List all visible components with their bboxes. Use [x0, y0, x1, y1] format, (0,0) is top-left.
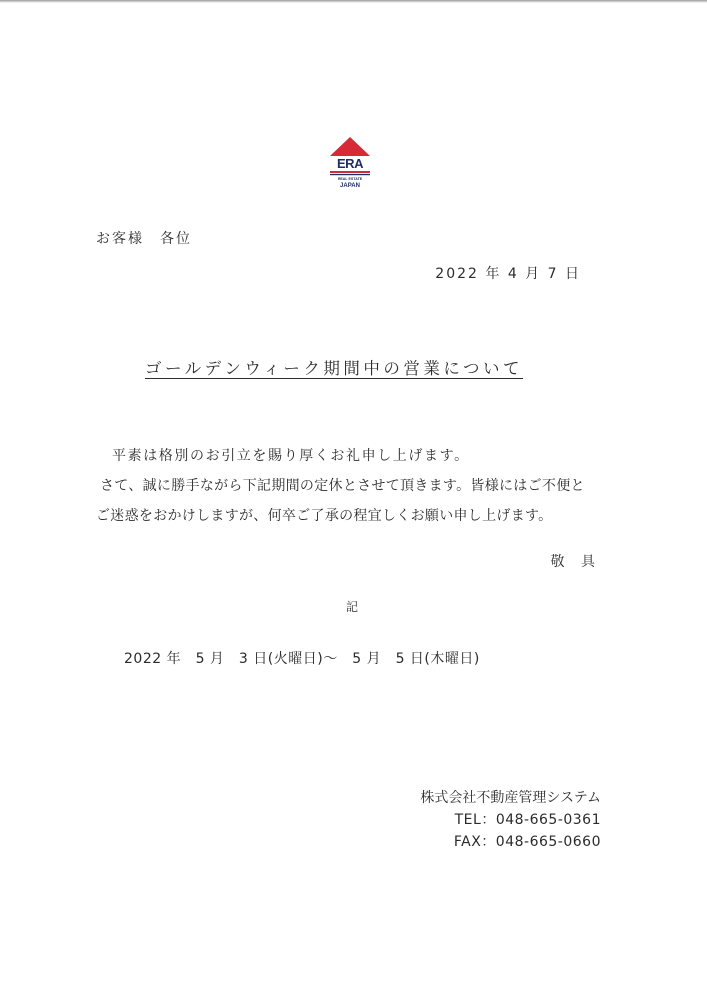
- addressee: お客様 各位: [96, 231, 192, 247]
- closure-period: 2022 年 5 月 3 日(火曜日)～ 5 月 5 日(木曜日): [124, 651, 480, 667]
- notice-heading: 記: [346, 600, 359, 614]
- logo-subline-text: REAL ESTATE: [337, 177, 363, 181]
- letter-date: 2022 年 4 月 7 日: [435, 266, 581, 282]
- body-paragraph-2: さて、誠に勝手ながら下記期間の定休とさせて頂きます。皆様にはご不便と: [100, 478, 585, 494]
- era-logo: [327, 135, 373, 195]
- body-paragraph-3: ご迷惑をおかけしますが、何卒ご了承の程宜しくお願い申し上げます。: [96, 508, 553, 524]
- closing-phrase: 敬 具: [550, 554, 601, 570]
- sender-fax: FAX：048-665-0660: [453, 834, 601, 850]
- scan-edge: [0, 0, 707, 3]
- document-title: ゴールデンウィーク期間中の営業について: [145, 359, 524, 378]
- sender-tel: TEL：048-665-0361: [454, 812, 601, 828]
- logo-brand-text: ERA: [337, 156, 363, 171]
- sender-company: 株式会社不動産管理システム: [420, 790, 601, 806]
- logo-country-text: JAPAN: [340, 183, 360, 189]
- body-paragraph-1: 平素は格別のお引立を賜り厚くお礼申し上げます。: [112, 448, 470, 464]
